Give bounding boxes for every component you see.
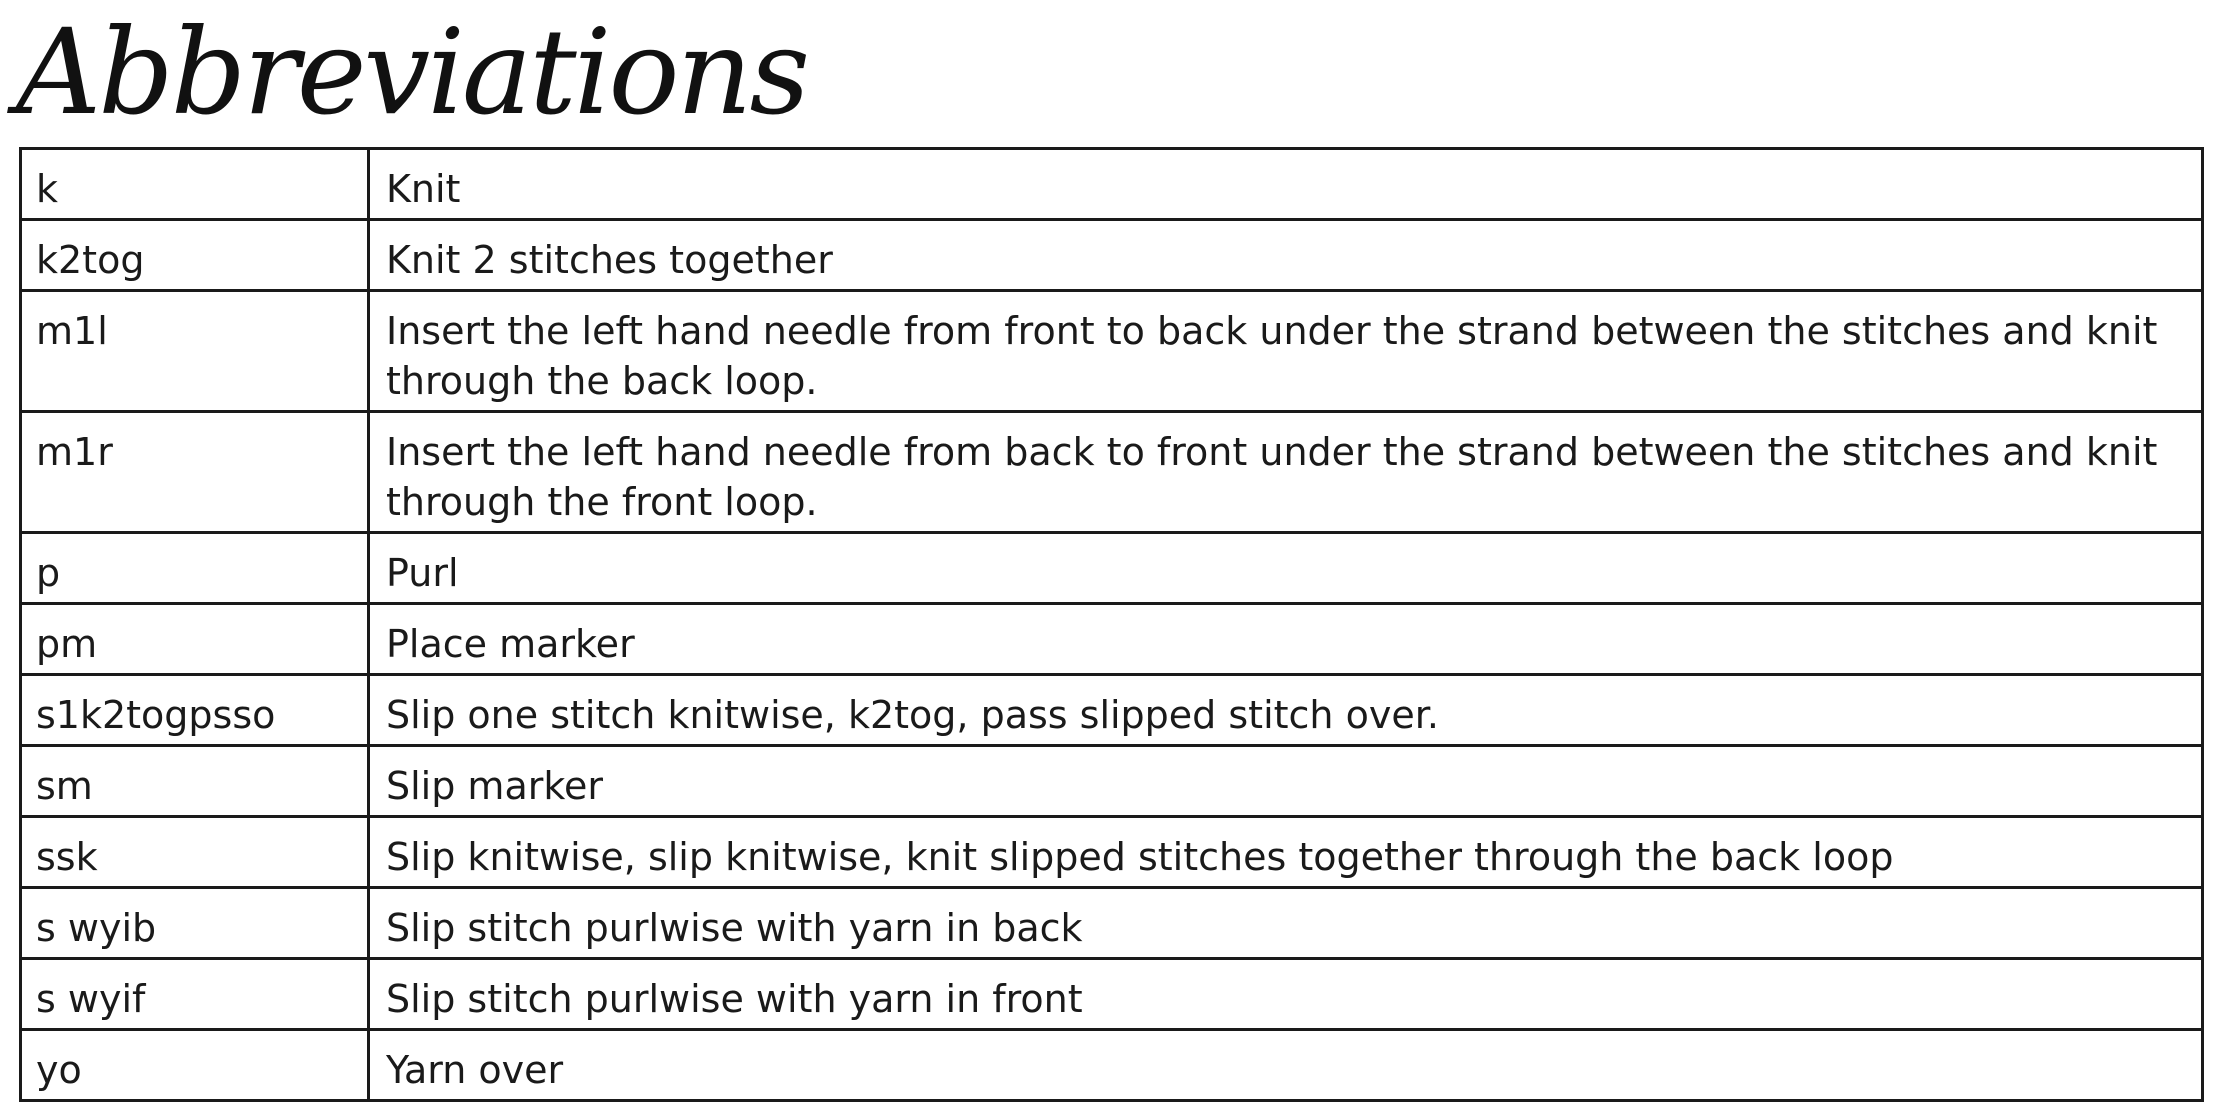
meaning-cell: Slip knitwise, slip knitwise, knit slipped stitches together through the back loop [369,817,2203,888]
abbreviation-cell: k [21,149,369,220]
meaning-cell: Insert the left hand needle from front to back under the strand between the stitches and knit through the back loop. [369,291,2203,412]
abbreviation-cell: s wyib [21,888,369,959]
meaning-cell: Insert the left hand needle from back to front under the strand between the stitches and knit through the front loop. [369,412,2203,533]
table-row [21,533,2203,604]
table-row [21,291,2203,412]
table-row [21,604,2203,675]
abbreviation-cell: s1k2togpsso [21,675,369,746]
abbreviation-cell: s wyif [21,959,369,1030]
meaning-cell: Place marker [369,604,2203,675]
abbreviations-table [19,147,2204,1102]
table-row [21,412,2203,533]
abbreviation-cell: pm [21,604,369,675]
meaning-cell: Slip stitch purlwise with yarn in front [369,959,2203,1030]
table-row [21,220,2203,291]
meaning-cell: Knit [369,149,2203,220]
meaning-cell: Yarn over [369,1030,2203,1101]
meaning-cell: Purl [369,533,2203,604]
abbreviation-cell: m1l [21,291,369,412]
abbreviation-cell: yo [21,1030,369,1101]
table-row [21,1030,2203,1101]
table-row [21,149,2203,220]
table-row [21,888,2203,959]
meaning-cell: Slip one stitch knitwise, k2tog, pass slipped stitch over. [369,675,2203,746]
abbreviation-cell: p [21,533,369,604]
table-row [21,675,2203,746]
table-row [21,959,2203,1030]
abbreviation-cell: sm [21,746,369,817]
abbreviation-cell: m1r [21,412,369,533]
page-title: Abbreviations [16,3,808,141]
table-row [21,817,2203,888]
abbreviation-cell: k2tog [21,220,369,291]
abbreviation-cell: ssk [21,817,369,888]
meaning-cell: Slip marker [369,746,2203,817]
meaning-cell: Knit 2 stitches together [369,220,2203,291]
table-row [21,746,2203,817]
meaning-cell: Slip stitch purlwise with yarn in back [369,888,2203,959]
